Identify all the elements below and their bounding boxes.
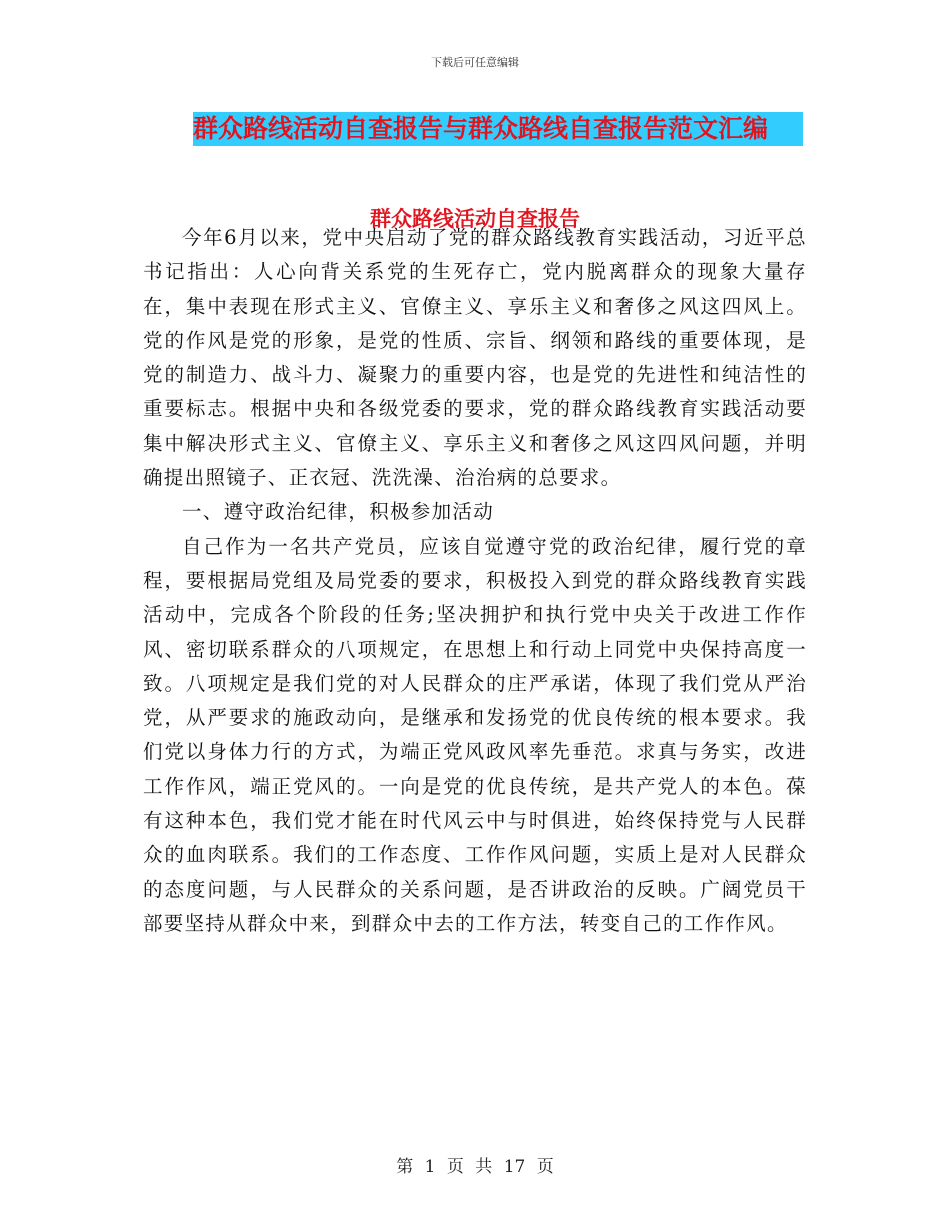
page-footer: 第 1 页 共 17 页: [396, 1157, 554, 1177]
intro-paragraph: 今年6月以来，党中央启动了党的群众路线教育实践活动，习近平总书记指出：人心向背关系党的生死存亡，党内脱离群众的现象大量存在，集中表现在形式主义、官僚主义、享乐主义和奢侈之风这四风上。党的作风是党的形象，是党的性质、宗旨、纲领和路线的重要体现，是党的制造力、战斗力、凝聚力的重要内容，也是党的先进性和纯洁性的重要标志。根据中央和各级党委的要求，党的群众路线教育实践活动要集中解决形式主义、官僚主义、享乐主义和奢侈之风这四风问题，并明确提出照镜子、正衣冠、洗洗澡、治治病的总要求。: [143, 226, 807, 490]
document-body: [143, 221, 807, 941]
document-main-title: 群众路线活动自查报告与群众路线自查报告范文汇编: [193, 112, 803, 146]
document-sub-title: 群众路线活动自查报告: [370, 207, 580, 231]
section-paragraph: 自己作为一名共产党员，应该自觉遵守党的政治纪律，履行党的章程，要根据局党组及局党委的要求，积极投入到党的群众路线教育实践活动中，完成各个阶段的任务;坚决拥护和执行党中央关于改进工作作风、密切联系群众的八项规定，在思想上和行动上同党中央保持高度一致。八项规定是我们党的对人民群众的庄严承诺，体现了我们党从严治党，从严要求的施政动向，是继承和发扬党的优良传统的根本要求。我们党以身体力行的方式，为端正党风政风率先垂范。求真与务实，改进工作作风，端正党风的。一向是党的优良传统，是共产党人的本色。葆有这种本色，我们党才能在时代风云中与时俱进，始终保持党与人民群众的血肉联系。我们的工作态度、工作作风问题，实质上是对人民群众的态度问题，与人民群众的关系问题，是否讲政治的反映。广阔党员干部要坚持从群众中来，到群众中去的工作方法，转变自己的工作作风。: [143, 534, 807, 935]
section-heading: 一、遵守政治纪律，积极参加活动: [182, 500, 495, 524]
header-note: 下载后可任意编辑: [431, 56, 519, 69]
